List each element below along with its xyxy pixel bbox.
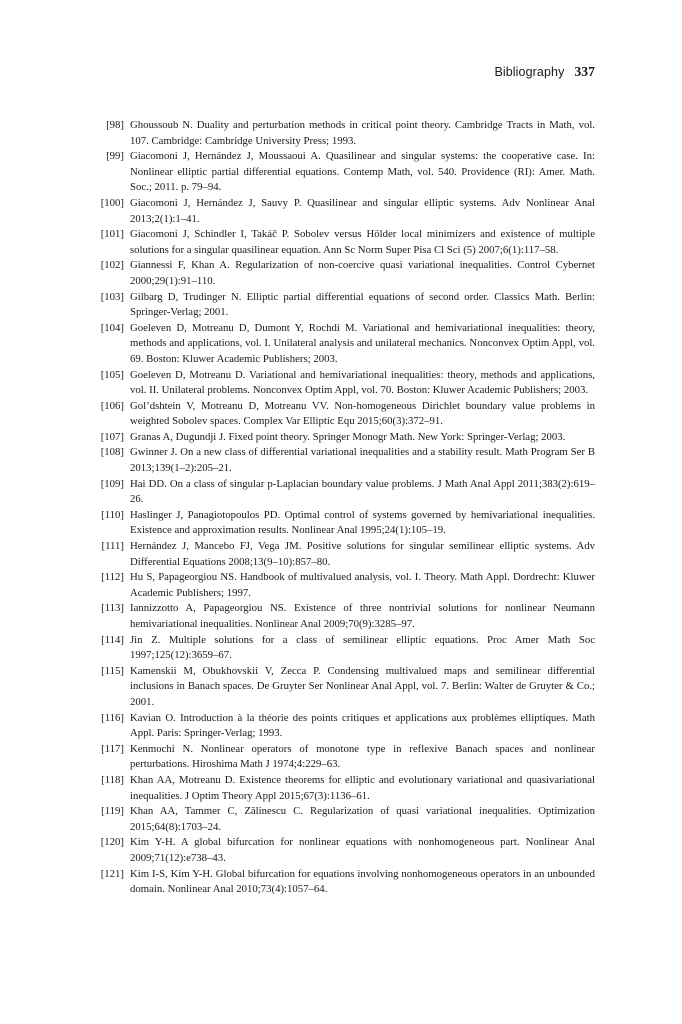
reference-number: [115] [101,664,124,677]
reference-number: [101] [100,228,124,241]
reference-number: [116] [101,711,124,724]
reference-number: [112] [101,571,124,584]
reference-entry [88,196,595,227]
reference-text: Jin Z. Multiple solutions for a class of semilinear elliptic equations. Proc Amer Math Soc 1997;125(12):3659–67. [130,633,595,662]
reference-entry [88,570,595,601]
reference-entry [88,258,595,289]
reference-entry [88,477,595,508]
reference-entry [88,867,595,898]
reference-entry [88,742,595,773]
reference-text: Kenmochi N. Nonlinear operators of monotone type in reflexive Banach spaces and nonlinear perturbations. Hiroshima Math J 1974;4:229–63. [130,742,595,771]
reference-text: Hai DD. On a class of singular p-Laplacian boundary value problems. J Math Anal Appl 2011;383(2):619–26. [130,477,595,506]
reference-entry [88,445,595,476]
reference-number: [119] [101,805,124,818]
running-head [494,64,595,80]
reference-entry [88,118,595,149]
reference-entry [88,773,595,804]
reference-entry [88,368,595,399]
reference-number: [105] [100,368,124,381]
reference-text: Kim Y-H. A global bifurcation for nonlinear equations with nonhomogeneous part. Nonlinear Anal 2009;71(12):e738–43. [130,836,595,864]
reference-number: [113] [101,602,124,615]
reference-number: [104] [100,321,124,334]
reference-text: Kim I-S, Kim Y-H. Global bifurcation for equations involving nonhomogeneous operators in an unbounded domain. Nonlinear Anal 2010;73(4):1057–64. [130,867,595,896]
reference-entry [88,290,595,321]
reference-number: [100] [100,196,124,209]
reference-entry [88,539,595,570]
reference-number: [98] [106,119,124,131]
reference-text: Giacomoni J, Hernández J, Sauvy P. Quasilinear and singular elliptic systems. Adv Nonlinear Anal 2013;2(1):1–41. [130,196,595,225]
reference-text: Granas A, Dugundji J. Fixed point theory. Springer Monogr Math. New York: Springer-Verlag; 2003. [130,430,566,443]
reference-text: Hu S, Papageorgiou NS. Handbook of multivalued analysis, vol. I. Theory. Math Appl. Dordrecht: Kluwer Academic Publishers; 1997. [130,571,595,599]
reference-text: Goeleven D, Motreanu D. Variational and hemivariational inequalities: theory, methods and applications, vol. II. Unilateral problems. Nonconvex Optim Appl, vol. 70. Boston: Kluwer Academic Publishers; 2003. [130,368,595,397]
reference-number: [99] [106,150,124,163]
reference-number: [108] [100,446,124,459]
reference-number: [120] [100,836,124,849]
section-title: Bibliography [494,65,565,79]
reference-entry [88,321,595,368]
reference-text: Giacomoni J, Schindler I, Takáč P. Sobolev versus Hölder local minimizers and existence of multiple solutions for a singular quasilinear equation. Ann Sc Norm Super Pisa Cl Sci (5) 2007;6(1):117–58. [130,228,595,256]
reference-number: [111] [101,540,124,553]
reference-entry [88,835,595,866]
reference-text: Khan AA, Tammer C, Zălinescu C. Regularization of quasi variational inequalities. Optimization 2015;64(8):1703–24. [130,805,595,833]
reference-text: Khan AA, Motreanu D. Existence theorems for elliptic and evolutionary variational and quasivariational inequalities. J Optim Theory Appl 2015;67(3):1136–61. [130,773,595,802]
reference-entry [88,601,595,632]
reference-number: [117] [101,742,124,755]
reference-number: [118] [101,773,124,786]
reference-entry [88,633,595,664]
reference-list [88,118,595,898]
reference-text: Gwinner J. On a new class of differential variational inequalities and a stability result. Math Program Ser B 2013;139(1–2):205–21. [130,446,595,475]
reference-entry [88,149,595,196]
reference-number: [109] [100,477,124,490]
reference-number: [121] [100,867,124,880]
reference-text: Kamenskii M, Obukhovskii V, Zecca P. Condensing multivalued maps and semilinear differential inclusions in Banach spaces. De Gruyter Ser Nonlinear Anal Appl, vol. 7. Berlin: Walter de Gruyter & Co.; 2001. [130,664,595,708]
reference-number: [106] [100,399,124,412]
reference-entry [88,508,595,539]
reference-text: Kavian O. Introduction à la théorie des points critiques et applications aux problèmes elliptiques. Math Appl. Paris: Springer-Verlag; 1993. [130,711,595,740]
reference-text: Hernández J, Mancebo FJ, Vega JM. Positive solutions for singular semilinear elliptic systems. Adv Differential Equations 2008;13(9–10):857–80. [130,540,595,568]
reference-entry [88,430,595,446]
reference-text: Giannessi F, Khan A. Regularization of non-coercive quasi variational inequalities. Control Cybernet 2000;29(1):91–110. [130,259,595,287]
reference-text: Haslinger J, Panagiotopoulos PD. Optimal control of systems governed by hemivariational inequalities. Existence and approximation results. Nonlinear Anal 1995;24(1):105–19. [130,508,595,537]
reference-entry [88,804,595,835]
reference-number: [107] [100,430,124,443]
reference-text: Ghoussoub N. Duality and perturbation methods in critical point theory. Cambridge Tracts in Math, vol. 107. Cambridge: Cambridge University Press; 1993. [130,119,595,147]
reference-text: Iannizzotto A, Papageorgiou NS. Existence of three nontrivial solutions for nonlinear Neumann hemivariational inequalities. Nonlinear Anal 2009;70(9):3285–97. [130,602,595,630]
reference-number: [102] [100,259,124,272]
reference-text: Gol’dshtein V, Motreanu D, Motreanu VV. Non-homogeneous Dirichlet boundary value problems in weighted Sobolev spaces. Complex Var Elliptic Equ 2015;60(3):372–91. [130,399,595,428]
reference-entry [88,664,595,711]
reference-entry [88,227,595,258]
reference-number: [114] [101,633,124,646]
reference-number: [110] [101,508,124,521]
reference-entry [88,711,595,742]
reference-text: Giacomoni J, Hernández J, Moussaoui A. Quasilinear and singular systems: the cooperative case. In: Nonlinear elliptic partial differential equations. Contemp Math, vol. 540. Providence (RI): Amer. Math. Soc.; 2011. p. 79–94. [130,150,595,194]
reference-text: Gilbarg D, Trudinger N. Elliptic partial differential equations of second order. Classics Math. Berlin: Springer-Verlag; 2001. [130,290,595,319]
page-number: 337 [574,64,595,79]
reference-number: [103] [100,290,124,303]
reference-text: Goeleven D, Motreanu D, Dumont Y, Rochdi M. Variational and hemivariational inequalities: theory, methods and applications, vol. I. Unilateral analysis and unilateral mechanics. Nonconvex Optim Appl, vol. 69. Boston: Kluwer Academic Publishers; 2003. [130,321,595,365]
reference-entry [88,399,595,430]
